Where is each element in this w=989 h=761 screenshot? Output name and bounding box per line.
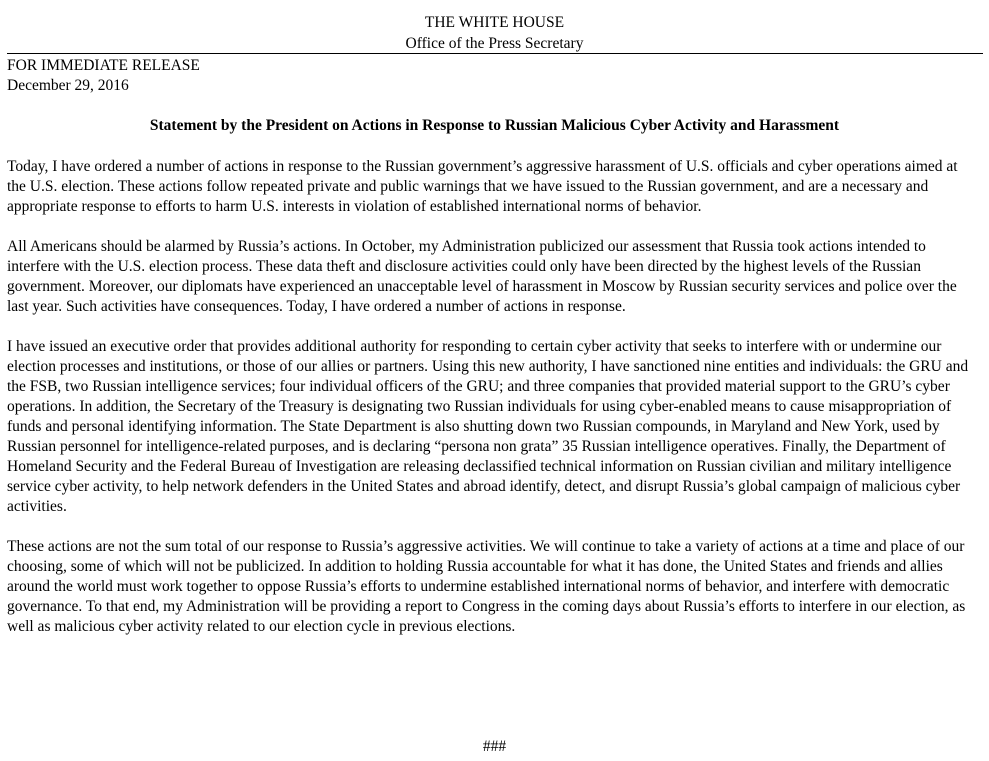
letterhead (0, 12, 989, 54)
statement-title: Statement by the President on Actions in Response to Russian Malicious Cyber Activity and Harassment (149, 117, 840, 134)
release-block (7, 56, 200, 96)
statement-body (7, 157, 979, 657)
release-date: December 29, 2016 (7, 77, 129, 94)
office-name: Office of the Press Secretary (405, 35, 584, 52)
release-label: FOR IMMEDIATE RELEASE (7, 57, 200, 74)
header-divider (7, 53, 983, 54)
end-mark: ### (482, 738, 507, 755)
org-name: THE WHITE HOUSE (424, 14, 565, 31)
paragraph: Today, I have ordered a number of actions in response to the Russian government’s aggressive harassment of U.S. officials and cyber operations aimed at the U.S. election. These actions follow repeated private and public warnings that we have issued to the Russian government, and are a necessary and appropriate response to efforts to harm U.S. interests in violation of established international norms of behavior. (7, 158, 958, 215)
paragraph: These actions are not the sum total of our response to Russia’s aggressive activities. We will continue to take a variety of actions at a time and place of our choosing, some of which will not be publicized. In addition to holding Russia accountable for what it has done, the United States and friends and allies around the world must work together to oppose Russia’s efforts to undermine established international norms of behavior, and interfere with democratic governance. To that end, my Administration will be providing a report to Congress in the coming days about Russia’s efforts to interfere in our election, as well as malicious cyber activity related to our election cycle in previous elections. (7, 538, 966, 635)
paragraph: I have issued an executive order that provides additional authority for responding to certain cyber activity that seeks to interfere with or undermine our election processes and institutions, or those of our allies or partners. Using this new authority, I have sanctioned nine entities and individuals: the GRU and the FSB, two Russian intelligence services; four individual officers of the GRU; and three companies that provided material support to the GRU’s cyber operations. In addition, the Secretary of the Treasury is designating two Russian individuals for using cyber-enabled means to cause misappropriation of funds and personal identifying information. The State Department is also shutting down two Russian compounds, in Maryland and New York, used by Russian personnel for intelligence-related purposes, and is declaring “persona non grata” 35 Russian intelligence operatives. Finally, the Department of Homeland Security and the Federal Bureau of Investigation are releasing declassified technical information on Russian civilian and military intelligence service cyber activity, to help network defenders in the United States and abroad identify, detect, and disrupt Russia’s global campaign of malicious cyber activities. (7, 338, 969, 515)
paragraph: All Americans should be alarmed by Russia’s actions. In October, my Administration publicized our assessment that Russia took actions intended to interfere with the U.S. election process. These data theft and disclosure activities could only have been directed by the highest levels of the Russian government. Moreover, our diplomats have experienced an unacceptable level of harassment in Moscow by Russian security services and police over the last year. Such activities have consequences. Today, I have ordered a number of actions in response. (7, 238, 957, 315)
